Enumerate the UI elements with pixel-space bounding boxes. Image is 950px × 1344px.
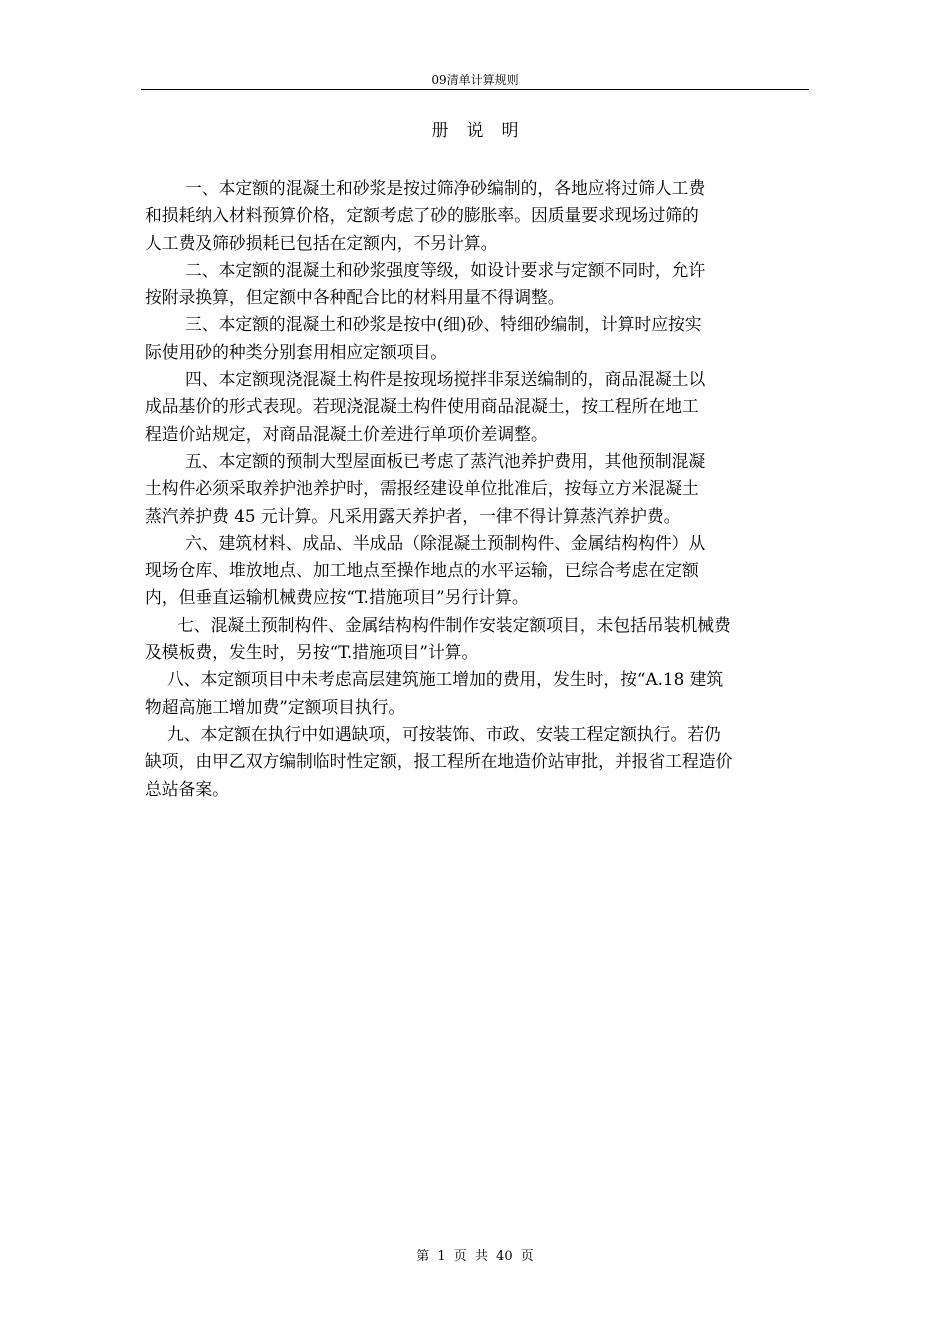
paragraph-line: 和损耗纳入材料预算价格，定额考虑了砂的膨胀率。因质量要求现场过筛的	[145, 205, 699, 226]
paragraph-line: 际使用砂的种类分别套用相应定额项目。	[145, 341, 448, 362]
paragraph-line: 一、本定额的混凝土和砂浆是按过筛净砂编制的，各地应将过筛人工费	[185, 178, 706, 198]
paragraph-line: 九、本定额在执行中如遇缺项，可按装饰、市政、安装工程定额执行。若仍	[167, 723, 721, 744]
header-rule	[141, 89, 809, 90]
paragraph-line: 成品基价的形式表现。若现浇混凝土构件使用商品混凝土，按工程所在地工	[145, 396, 699, 417]
paragraph-line: 蒸汽养护费 45 元计算。凡采用露天养护者，一律不得计算蒸汽养护费。	[145, 505, 681, 526]
paragraph-6	[145, 530, 835, 612]
paragraph-line: 三、本定额的混凝土和砂浆是按中(细)砂、特细砂编制，计算时应按实	[185, 314, 702, 335]
paragraph-line: 五、本定额的预制大型屋面板已考虑了蒸汽池养护费用，其他预制混凝	[185, 450, 706, 471]
paragraph-8	[145, 666, 835, 721]
paragraph-line: 土构件必须采取养护池养护时，需报经建设单位批准后，按每立方米混凝土	[145, 478, 699, 499]
paragraph-line: 现场仓库、堆放地点、加工地点至操作地点的水平运输，已综合考虑在定额	[145, 560, 699, 581]
paragraph-line: 按附录换算，但定额中各种配合比的材料用量不得调整。	[145, 287, 565, 308]
paragraph-9	[145, 721, 835, 803]
paragraph-line: 六、建筑材料、成品、半成品（除混凝土预制构件、金属结构构件）从	[185, 532, 706, 553]
paragraph-line: 二、本定额的混凝土和砂浆强度等级，如设计要求与定额不同时，允许	[185, 259, 706, 280]
paragraph-line: 四、本定额现浇混凝土构件是按现场搅拌非泵送编制的，商品混凝土以	[185, 369, 706, 390]
paragraph-line: 人工费及筛砂损耗已包括在定额内，不另计算。	[145, 232, 498, 253]
paragraph-2	[145, 257, 835, 312]
paragraph-line: 七、混凝土预制构件、金属结构构件制作安装定额项目，未包括吊装机械费	[177, 614, 731, 635]
page-number-footer: 第 1 页 共 40 页	[416, 1249, 534, 1264]
paragraph-1	[145, 175, 835, 257]
paragraph-3	[145, 311, 835, 366]
running-header: 09清单计算规则	[431, 73, 519, 87]
paragraph-line: 八、本定额项目中未考虑高层建筑施工增加的费用，发生时，按“A.18 建筑	[167, 669, 724, 690]
paragraph-7	[145, 612, 835, 667]
paragraph-line: 总站备案。	[145, 778, 229, 799]
paragraph-line: 及模板费，发生时，另按“T.措施项目”计算。	[145, 642, 479, 663]
paragraph-line: 内，但垂直运输机械费应按“T.措施项目”另行计算。	[145, 587, 529, 608]
paragraph-line: 缺项，由甲乙双方编制临时性定额，报工程所在地造价站审批，并报省工程造价	[145, 751, 733, 772]
body-text	[145, 175, 835, 803]
paragraph-line: 物超高施工增加费”定额项目执行。	[145, 696, 406, 717]
paragraph-line: 程造价站规定，对商品混凝土价差进行单项价差调整。	[145, 423, 548, 444]
paragraph-5	[145, 448, 835, 530]
page-title: 册说明	[431, 121, 537, 141]
paragraph-4	[145, 366, 835, 448]
